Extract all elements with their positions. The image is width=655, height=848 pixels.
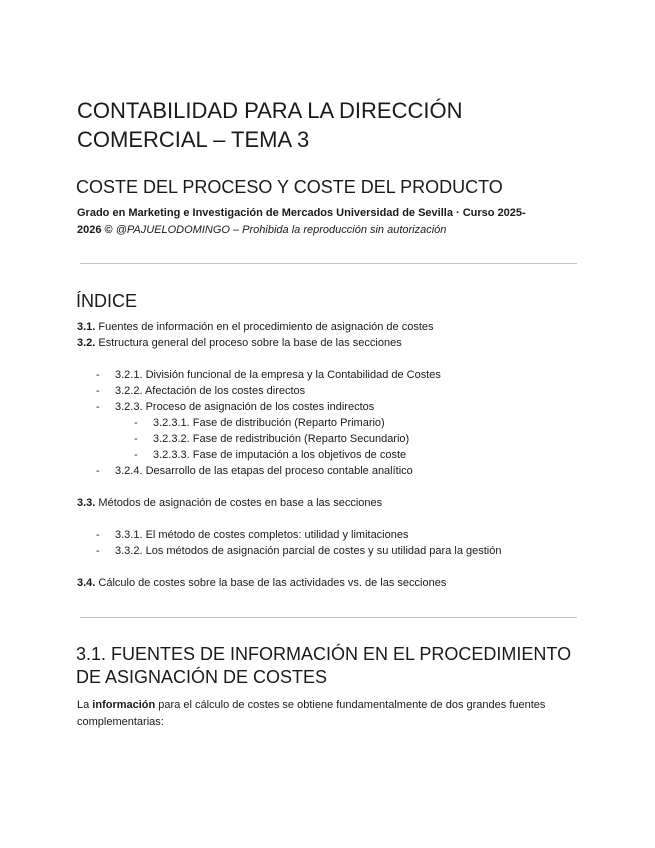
subitem-3-3-2: 3.3.2. Los métodos de asignación parcial de costes y su utilidad para la gestión [115, 545, 502, 557]
subitem-3-2-3: 3.2.3. Proceso de asignación de los costes indirectos [115, 401, 375, 413]
subitem-3-2-3-3: 3.2.3.3. Fase de imputación a los objetivos de coste [153, 449, 407, 461]
index-item-text: Fuentes de información en el procedimiento de asignación de costes [95, 321, 434, 333]
subitem-3-2-3-1: 3.2.3.1. Fase de distribución (Reparto Primario) [153, 417, 385, 429]
paragraph-bold: información [92, 699, 156, 711]
paragraph-text: La [77, 699, 93, 711]
document-subtitle: COSTE DEL PROCESO Y COSTE DEL PRODUCTO [76, 177, 503, 197]
index-item-text: Estructura general del proceso sobre la base de las secciones [95, 337, 402, 349]
bullet-dash: - [96, 401, 100, 413]
subitem-3-2-2: 3.2.2. Afectación de los costes directos [115, 385, 306, 397]
index-item-number: 3.1. [77, 321, 96, 333]
subitem-3-2-3-2: 3.2.3.2. Fase de redistribución (Reparto Secundario) [153, 433, 410, 445]
divider-top [80, 263, 577, 264]
bullet-dash: - [96, 465, 100, 477]
bullet-dash: - [134, 449, 138, 461]
index-item-text: Métodos de asignación de costes en base a las secciones [95, 497, 383, 509]
subitem-3-2-4: 3.2.4. Desarrollo de las etapas del proceso contable analítico [115, 465, 413, 477]
course-meta-italic: @PAJUELODOMINGO – Prohibida la reproducción sin autorización [115, 224, 447, 236]
subitem-3-2-1: 3.2.1. División funcional de la empresa y la Contabilidad de Costes [115, 369, 441, 381]
divider-middle [80, 617, 577, 618]
index-item-number: 3.4. [77, 577, 96, 589]
index-item-3-1 [77, 319, 434, 335]
index-item-3-3 [77, 495, 382, 511]
section-heading: 3.1. FUENTES DE INFORMACIÓN EN EL PROCEDIMIENTO DE ASIGNACIÓN DE COSTES [76, 644, 572, 687]
section-paragraph [77, 697, 547, 731]
bullet-dash: - [96, 385, 100, 397]
index-heading: ÍNDICE [76, 291, 138, 311]
index-item-text: Cálculo de costes sobre la base de las actividades vs. de las secciones [95, 577, 447, 589]
course-meta [77, 205, 547, 239]
index-item-number: 3.2. [77, 337, 96, 349]
bullet-dash: - [134, 417, 138, 429]
index-item-3-4 [77, 575, 446, 591]
index-item-3-2 [77, 335, 402, 351]
bullet-dash: - [96, 369, 100, 381]
subitem-3-3-1: 3.3.1. El método de costes completos: utilidad y limitaciones [115, 529, 409, 541]
course-meta-bold: Grado en Marketing e Investigación de Mercados Universidad de Sevilla · Curso 2025-2026 © [77, 207, 526, 236]
bullet-dash: - [134, 433, 138, 445]
bullet-dash: - [96, 529, 100, 541]
document-title: CONTABILIDAD PARA LA DIRECCIÓN COMERCIAL – TEMA 3 [77, 98, 463, 152]
index-item-number: 3.3. [77, 497, 96, 509]
paragraph-text: para el cálculo de costes se obtiene fundamentalmente de dos grandes fuentes complementarias: [77, 699, 546, 728]
bullet-dash: - [96, 545, 100, 557]
